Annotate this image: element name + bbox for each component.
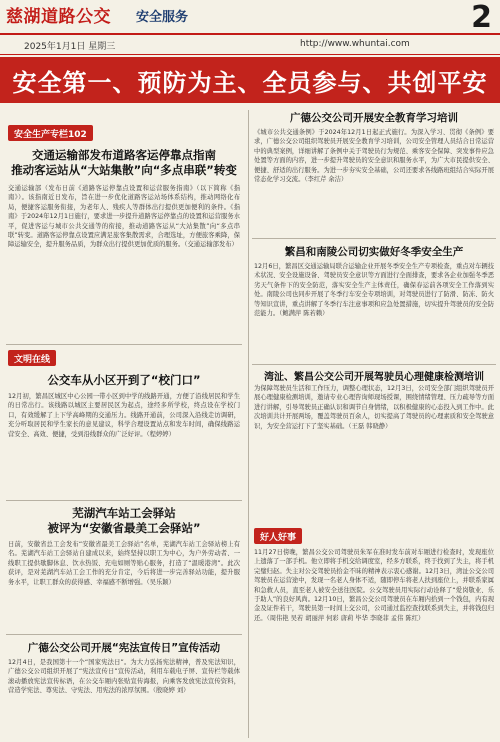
education-article-body: 《城市公共交通条例》于2024年12月1日起正式施行。为深入学习、贯彻《条例》要求，广德公交公司组织驾驶员开展安全教育学习培训，公司安全管理人员结合日常运营中的典型案例，详细讲解了条例中关于驾驶员行为规范、乘客安全保障、突发事件应急处置等方面的内容，进一步提升驾驶员的安全意识和服务水平，为广大市民提供安全、便捷、舒适的出行服务。为进一步夯实安全基础，公司还要求各线路班组结合实际开展常态化学习交流。（李红芹 余洁） [254,129,494,184]
divider [252,238,496,239]
award-article-title [6,506,242,536]
section-name: 安全服务 [136,10,189,25]
school-article-title: 公交车从小区开到了“校门口” [47,373,201,387]
award-title-line2: 被评为“安徽省最美工会驿站” [47,521,201,535]
divider [252,364,496,365]
safety-column-tag: 安全生产专栏102 [8,125,93,141]
divider [6,344,242,345]
good-deeds-column-tag: 好人好事 [254,528,302,544]
award-title-line1: 芜湖汽车站工会驿站 [72,506,176,520]
education-article-title: 广德公交公司开展安全教育学习培训 [290,112,458,124]
school-article-body: 12月初，繁昌区城区中心公园一带小区到中学的线路开通，方便了沿线居民和学生的日常出行。该线路以城区主要居民区为起点，途经多所学校，终点设在学校门口，有效缓解了上下学高峰期的交通压力。线路开通前，公司深入沿线走访调研，充分听取居民和学生家长的意见建议，科学合理设置站点和发车时间，确保线路运营安全、高效、便捷，受到沿线群众的广泛好评。（程婷婷） [8,393,240,438]
dateline-bar [0,33,500,55]
traffic-title-line1: 交通运输部发布道路客运停靠点指南 [32,148,216,162]
traffic-title-line2: 推动客运站从“大站集散”向“多点串联”转变 [11,163,237,177]
divider [6,500,242,501]
banner-slogan: 安全第一、预防为主、全员参与、共创平安 [12,69,488,97]
constitution-article-body: 12月4日，是我国第十一个“国家宪法日”。为大力弘扬宪法精神，普及宪法知识，广德公交公司组织开展了“宪法宣传日”宣传活动，利用车载电子屏、宣传栏等载体滚动播放宪法宣传标语，在公交车厢内张贴宣传海报，向乘客发放宪法宣传资料，营造学宪法、尊宪法、守宪法、用宪法的浓厚氛围。（殷晓婷 刘） [8,659,240,695]
page-number: 2 [471,0,492,35]
wanjiang-article-title: 湾沚、繁昌公交公司开展驾驶员心理健康检测培训 [264,372,484,383]
column-divider [248,110,249,738]
constitution-article-title: 广德公交公司开展“宪法宣传日”宣传活动 [27,642,221,654]
issue-date: 2025年1月1日 星期三 [24,42,116,52]
divider [6,634,242,635]
traffic-article-body: 交通运输部（发布日前《道路客运停靠点设置和运营服务指南》（以下简称《指南》）。该指南近日发布，旨在进一步优化道路客运站场体系结构，推动网络化布局，便捷客运服务衔接，为老年人、残疾人等群体出行提供更加便利的条件。《指南》于2024年12月1日施行，要求进一步提升道路客运停靠点的设置和运营服务水平，促进客运与城市公共交通等的衔接，推动道路客运从“大站集散”向“多点串联”转变。道路客运停靠点设置应满足旅客集散需求，合理选址，方便旅客乘降，保障运输安全，提升服务品质，为群众出行提供更加优质的服务。（交通运输部发布） [8,185,240,249]
masthead [0,0,500,35]
civil-column-tag: 文明在线 [8,350,56,366]
award-article-body: 日前，安徽省总工会发布“安徽省最美工会驿站”名单，芜湖汽车站工会驿站榜上有名。芜湖汽车站工会驿站自建成以来，始终坚持以职工为中心，为户外劳动者、一线职工提供歇脚休息、饮水热饭、充电如厕等贴心服务，打造了“温暖港湾”。此次获评，是对芜湖汽车站工会工作的充分肯定，今后将进一步完善驿站功能，提升服务水平，让职工群众的获得感、幸福感不断增强。（吴乐颖） [8,541,240,586]
newspaper-title: 慈湖道路公交 [6,7,111,27]
headline-banner [0,57,500,103]
traffic-article-title [6,148,242,178]
good-deeds-body: 11月27日傍晚，繁昌公交公司驾驶员朱军在准时发车前对车厢进行检查时，发现座位上遗落了一部手机。他立即将手机交给调度室，经多方联系，终于找到了失主，将手机完璧归赵。失主对公交驾驶员拾金不昧的精神表示衷心感谢。12月3日，湾沚公交公司驾驶员在运营途中，发现一名老人身体不适，随即停车将老人扶到座位上，并联系家属和急救人员，直至老人被安全送往医院。公交驾驶员用实际行动诠释了“爱岗敬业、乐于助人”的良好风尚。12月10日，繁昌公交公司驾驶员在车厢内拾到一个钱包，内有现金及证件若干，驾驶员第一时间上交公司，公司通过监控查找联系到失主，并将钱包归还。（周伟艳 吴若 胡丽萍 何彩 唐莉 毕华 李晓菲 孟伟 陈红） [254,549,494,622]
winter-article-body: 12月6日，繁昌区交通运输局联合运输企业开展冬季安全生产专项检查，重点对车辆技术状况、安全设施设备、驾驶员安全意识等方面进行全面排查，要求各企业加强冬季恶劣天气条件下的安全防范，落实安全生产主体责任，确保春运前各项安全工作落到实处。南陵公司也同步开展了冬季行车安全专项培训，对驾驶员进行了防滑、防冻、防火等知识宣讲，重点讲解了冬季行车注意事项和应急处置措施，切实提升驾驶员的安全防范能力。（鲍满萍 陈若赖） [254,263,494,318]
winter-article-title: 繁昌和南陵公司切实做好冬季安全生产 [284,246,464,258]
wanjiang-article-body: 为保障驾驶员生活和工作压力，调整心理状态，12月3日，公司安全部门组织驾驶员开展心理健康检测培训，邀请专业心理咨询师现场授课，围绕情绪管理、压力疏导等方面进行讲解，引导驾驶员正确认识和调节自身情绪，以积极健康的心态投入到工作中。此次培训共计开展两场，覆盖驾驶员百余人，切实提高了驾驶员的心理素质和安全驾驶意识，为安全营运打下了坚实基础。（王磊 韩晓静） [254,385,494,430]
website-link[interactable]: http://www.whuntai.com [300,39,410,49]
